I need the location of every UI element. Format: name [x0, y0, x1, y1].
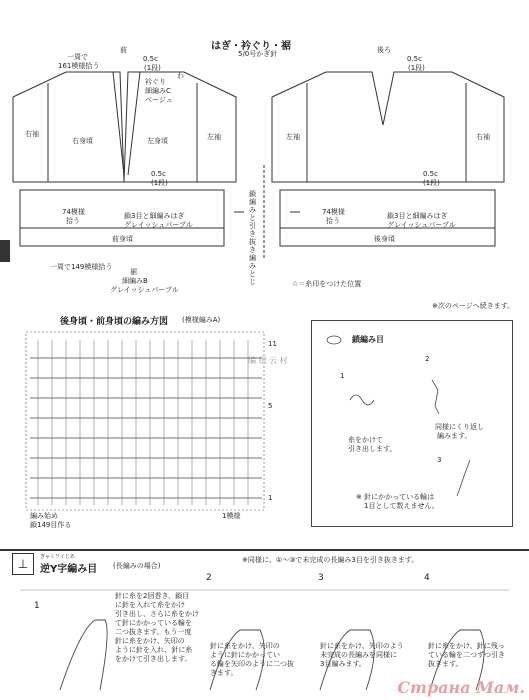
step1-4: て針にかかっている輪を [115, 619, 192, 627]
vertical-note: 鎖編みと引き抜き編みとじ [249, 190, 256, 286]
step4-1: 針に糸をかけ、針に残っ [428, 642, 505, 650]
step2-3: る輪を矢印のように二つ抜 [210, 660, 294, 668]
next-page-note: ※次のページへ続きます。 [432, 302, 515, 310]
step4-2: ている輪を二つずつ引き [428, 651, 505, 659]
right-sleeve-back: 右袖 [476, 133, 490, 141]
start-2: 鎖149目作る [30, 521, 72, 529]
step3-1: 針に糸をかけ、矢印のよう [320, 642, 404, 650]
section3-rule [0, 549, 529, 551]
front-seam-2: グレイッシュパープル [124, 221, 193, 229]
w-mark: わ [177, 72, 184, 80]
step1-1: 針に糸を2回巻き、鎖目 [115, 592, 190, 600]
section2-subtitle: (模様編みA) [182, 316, 221, 324]
section3-subtitle: (長編みの場合) [113, 562, 161, 570]
back-label: 後ろ [377, 46, 391, 54]
step-n4: 4 [424, 573, 430, 583]
row-5: 5 [268, 402, 273, 410]
section3-ruby: ぎゃくワイじあ [40, 554, 75, 560]
back-dim-05c: 0.5c [407, 55, 422, 63]
row-1: 1 [268, 494, 273, 502]
step3-2: 未完成の長編みを同様に [320, 651, 397, 659]
grid-watermark: 编 织 云 村 [248, 356, 288, 365]
back-pick-74: 74模様 [322, 208, 345, 216]
section1-title: はぎ・衿ぐり・裾 [211, 41, 291, 52]
step1-6: 針に糸をかけ、矢印の [115, 637, 185, 645]
front-pick-up: 拾う [66, 217, 80, 225]
step2-1: 針に糸をかけ、矢印の [210, 642, 280, 650]
back-hem-dim-1row: (1段) [423, 179, 440, 187]
left-sleeve-front: 左袖 [207, 133, 221, 141]
back-hem-dim-05c: 0.5c [423, 170, 438, 178]
collar-2: 細編みC [145, 87, 171, 95]
chain-n1: 1 [340, 372, 345, 380]
front-dim-1row: (1段) [144, 64, 161, 72]
row-11: 11 [268, 340, 277, 348]
back-dim-1row: (1段) [408, 64, 425, 72]
start-1: 編み始め [30, 512, 58, 520]
hem-2: 細編みB [122, 277, 148, 285]
chain-box-title: 鎖編み目 [352, 335, 384, 344]
note-top-left-2: 161模様拾う [58, 62, 100, 70]
step4-3: 抜きます。 [428, 660, 463, 668]
front-dim-05c: 0.5c [143, 55, 158, 63]
front-pick-74: 74模様 [62, 208, 85, 216]
section3-note: ※同様に、①～③で未完成の長編み3目を引き抜きます。 [242, 556, 419, 564]
note-149: 一周で149模様拾う [50, 263, 113, 271]
hem-1: 裾 [130, 268, 137, 276]
collar-3: ベージュ [145, 96, 173, 104]
step1-3: 引き出し、さらに糸をかけ [115, 610, 199, 618]
left-sleeve-back: 左袖 [286, 133, 300, 141]
front-hem-dim-05c: 0.5c [151, 170, 166, 178]
repeat-label: 1模様 [222, 512, 241, 520]
front-body: 前身頃 [112, 235, 133, 243]
step-n1: 1 [34, 601, 40, 611]
chain-n2: 2 [425, 355, 430, 363]
back-pick-up: 拾う [326, 217, 340, 225]
step1-8: をかけて引き出します。 [115, 655, 192, 663]
symbol-icon: ⊥ [12, 553, 34, 575]
section3-title: 逆Y字編み目 [40, 564, 98, 575]
chain-note-2: 1目として数えません。 [364, 502, 439, 510]
step1-5: 二つ抜きます。もう一度 [115, 628, 192, 636]
step3-3: 3目編みます。 [320, 660, 366, 668]
chain-step2-1: 同様にくり返し [435, 423, 484, 431]
back-seam-1: 鎖3目と細編みはぎ [387, 212, 448, 220]
right-body: 右身頃 [72, 137, 93, 145]
front-label: 前 [120, 46, 127, 54]
watermark-logo: Страна Мам. [397, 678, 525, 697]
step-n3: 3 [318, 573, 324, 583]
chain-step1-2: 引き出します。 [348, 445, 397, 453]
left-body: 左身頃 [147, 137, 168, 145]
section2-title: 後身頃・前身頃の編み方図 [60, 317, 169, 327]
hook-size: 5/0号かぎ針 [238, 50, 278, 58]
hem-3: グレイッシュパープル [110, 286, 179, 294]
chain-step2-2: 編みます。 [437, 432, 472, 440]
front-hem-dim-1row: (1段) [151, 179, 168, 187]
step2-4: きます。 [210, 669, 238, 677]
collar-1: 衿ぐり [145, 78, 166, 86]
step-n2: 2 [206, 573, 212, 583]
chain-n3: 3 [437, 456, 442, 464]
step1-7: ように針を入れ、針に糸 [115, 646, 193, 654]
note-top-left-1: 一周で [67, 53, 88, 61]
step1-2: に針を入れて糸をかけ [115, 601, 185, 609]
right-sleeve-front: 右袖 [25, 130, 39, 138]
page-edge-tab [0, 240, 10, 262]
step2-2: ように針にかかってい [210, 651, 280, 659]
back-body: 後身頃 [374, 235, 395, 243]
front-seam-1: 鎖3目と細編みはぎ [124, 212, 185, 220]
chain-step1-1: 糸をかけて [348, 436, 383, 444]
star-note: ☆＝糸印をつけた位置 [292, 280, 362, 288]
back-seam-2: グレイッシュパープル [387, 221, 456, 229]
chain-note-1: ※ 針にかかっている輪は [356, 493, 435, 501]
